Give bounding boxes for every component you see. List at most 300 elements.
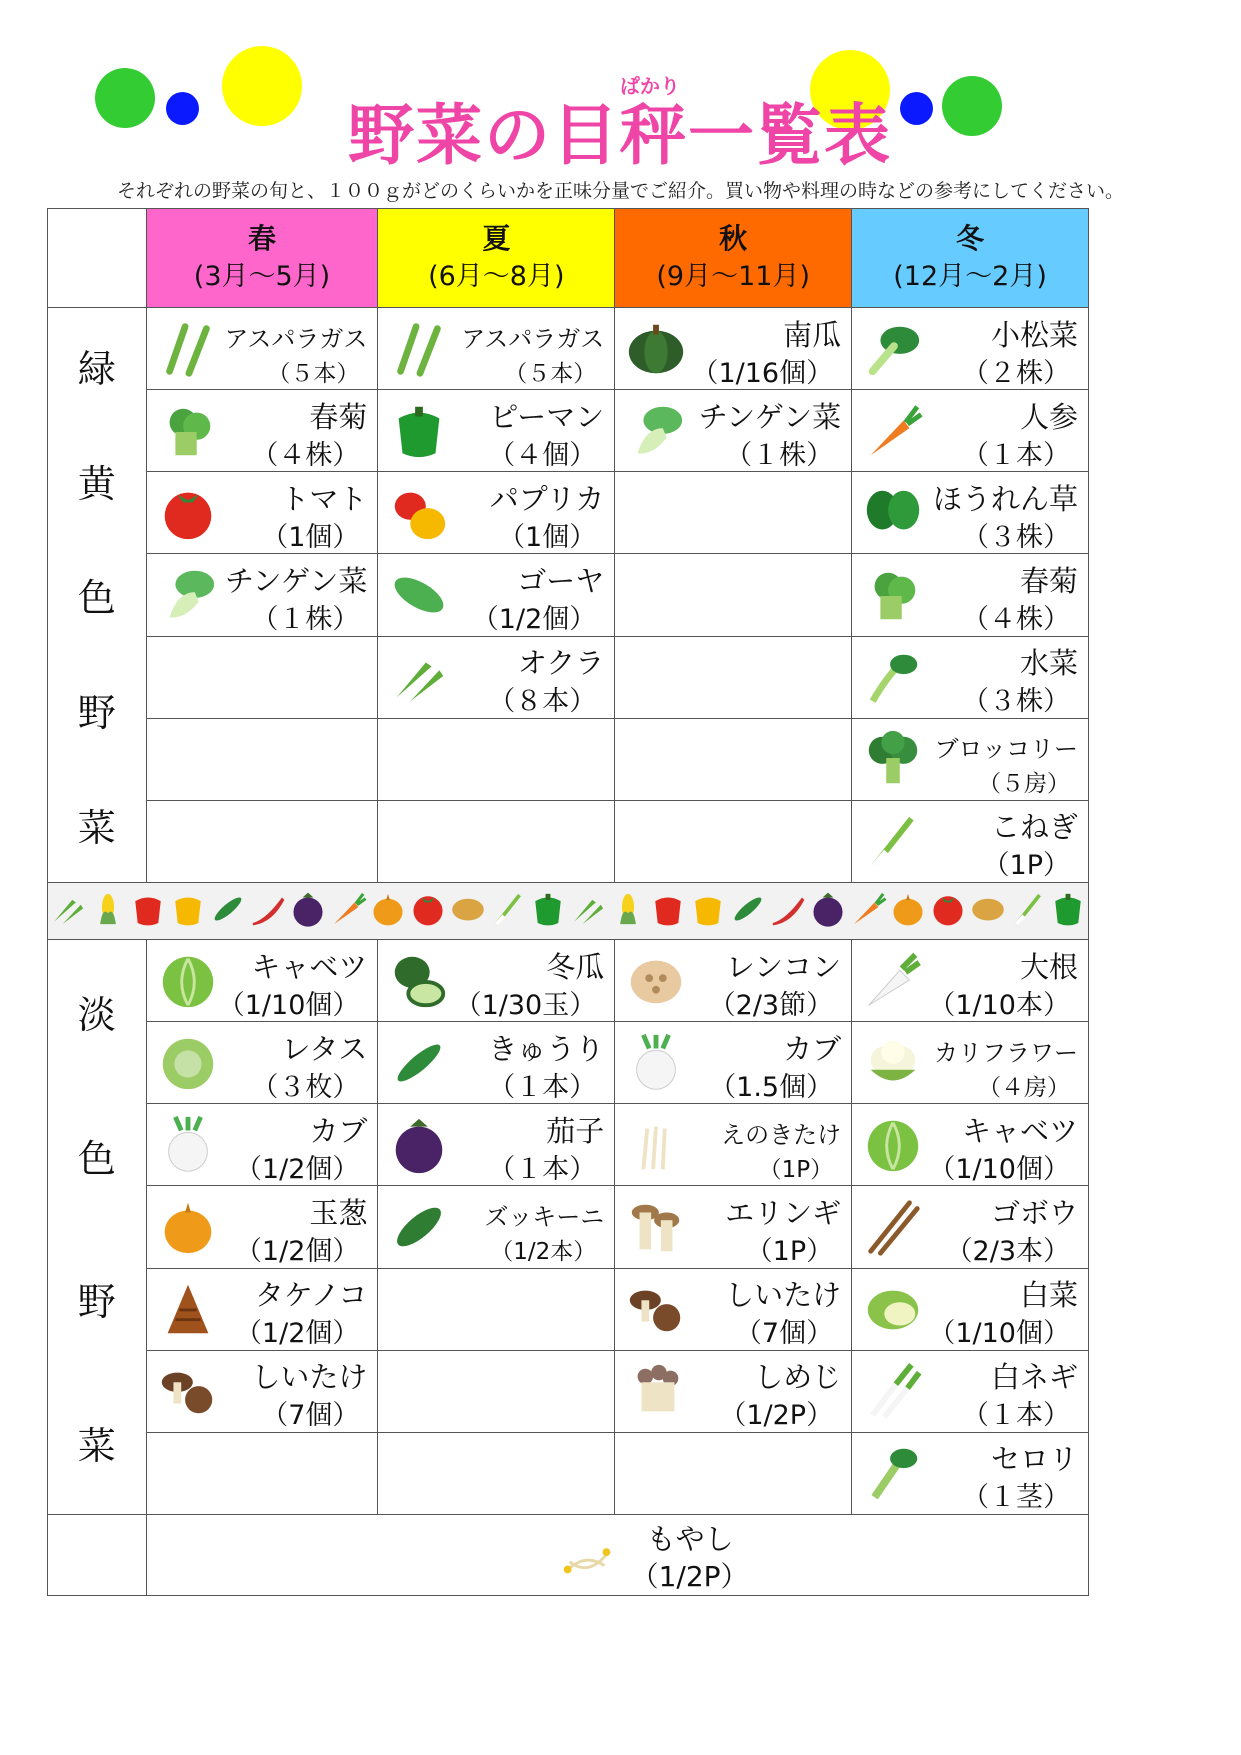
turnip-icon <box>155 1113 221 1177</box>
vegetable-name: ブロッコリー <box>934 735 1078 764</box>
tomato-icon <box>155 481 221 545</box>
vegetable-name: 大根 <box>1019 949 1078 984</box>
goya-icon <box>386 563 452 627</box>
vegetable-amount: （1個） <box>261 521 360 553</box>
vegetable-cell <box>852 472 1089 554</box>
category-char: 野 <box>77 1280 116 1325</box>
category-char: 菜 <box>77 806 116 851</box>
vegetable-cell <box>378 1022 615 1104</box>
bean-sprouts-icon <box>555 1523 621 1591</box>
napa-cabbage-icon <box>860 1277 926 1341</box>
bok-choy-icon <box>155 563 221 627</box>
vegetable-name: トマト <box>280 481 368 516</box>
celery-icon <box>860 1441 926 1505</box>
empty-cell <box>378 800 615 882</box>
onion-icon <box>888 887 928 935</box>
bamboo-shoot-icon <box>155 1277 221 1341</box>
empty-cell <box>146 718 378 800</box>
season-header <box>378 209 615 308</box>
cabbage-icon <box>860 1113 926 1177</box>
vegetable-amount: （４株） <box>251 439 360 471</box>
corn-icon <box>88 887 128 935</box>
vegetable-name: 白菜 <box>1019 1278 1078 1313</box>
vegetable-name: 南瓜 <box>783 317 842 352</box>
bok-choy-icon <box>623 399 689 463</box>
vegetable-strip <box>48 883 1089 940</box>
red-pepper-icon <box>128 887 168 935</box>
vegetable-cell <box>615 1186 852 1268</box>
vegetable-amount: （1.5個） <box>709 1071 834 1103</box>
vegetable-name: ピーマン <box>489 399 605 434</box>
onion-icon <box>888 887 928 931</box>
green-onion-icon <box>860 809 926 873</box>
vegetable-cell-bottom <box>146 1515 1088 1596</box>
eggplant-icon <box>808 887 848 931</box>
vegetable-name: セロリ <box>990 1442 1078 1477</box>
carrot-icon <box>860 399 926 463</box>
lotus-root-icon <box>623 949 689 1013</box>
okra-icon <box>386 645 452 709</box>
vegetable-name: カリフラワー <box>934 1038 1078 1067</box>
vegetable-amount: （３枚） <box>251 1071 360 1103</box>
season-header <box>852 209 1089 308</box>
vegetable-name: えのきたけ <box>721 1120 842 1149</box>
vegetable-name: こねぎ <box>990 810 1078 845</box>
vegetable-cell <box>852 308 1089 390</box>
vegetable-table <box>47 208 1089 1596</box>
vegetable-cell <box>852 636 1089 718</box>
bok-choy-icon <box>155 563 221 627</box>
vegetable-name: パプリカ <box>489 481 605 516</box>
vegetable-name: チンゲン菜 <box>225 563 368 598</box>
winter-melon-icon <box>386 949 452 1013</box>
zucchini-icon <box>386 1195 452 1259</box>
empty-cell <box>615 636 852 718</box>
empty-cell <box>615 1432 852 1514</box>
asparagus-icon <box>155 317 221 381</box>
winter-melon-icon <box>386 949 452 1013</box>
vegetable-cell <box>378 472 615 554</box>
vegetable-name: エリンギ <box>725 1195 842 1230</box>
table-row <box>48 1022 1089 1104</box>
vegetable-amount: （2/3本） <box>945 1235 1070 1267</box>
table-row <box>48 800 1089 882</box>
green-pepper-icon <box>528 887 568 935</box>
empty-cell <box>146 636 378 718</box>
vegetable-name: 人参 <box>1019 399 1078 434</box>
green-onion-icon <box>1008 887 1048 935</box>
corn-icon <box>88 887 128 931</box>
eggplant-icon <box>288 887 328 935</box>
vegetable-name: ゴーヤ <box>517 563 605 598</box>
shiitake-icon <box>155 1359 221 1423</box>
table-row <box>48 940 1089 1022</box>
carrot-icon <box>848 887 888 935</box>
vegetable-cell <box>852 800 1089 882</box>
vegetable-cell <box>852 940 1089 1022</box>
season-header-row <box>48 209 1089 308</box>
blue-dot-right <box>900 92 933 125</box>
shiitake-icon <box>155 1359 221 1423</box>
turnip-icon <box>155 1113 221 1177</box>
vegetable-name: 玉葱 <box>309 1195 368 1230</box>
potato-icon <box>448 887 488 931</box>
vegetable-amount: （５本） <box>504 360 597 387</box>
cucumber-icon <box>728 887 768 931</box>
vegetable-cell <box>852 1268 1089 1350</box>
yellow-pepper-icon <box>688 887 728 935</box>
vegetable-amount: （1P） <box>758 1156 834 1183</box>
table-row <box>48 1350 1089 1432</box>
green-onion-icon <box>488 887 528 931</box>
eggplant-icon <box>288 887 328 931</box>
table-row <box>48 1186 1089 1268</box>
vegetable-cell <box>146 1022 378 1104</box>
vegetable-cell <box>378 390 615 472</box>
empty-cell <box>146 1432 378 1514</box>
vegetable-name: もやし <box>646 1522 734 1556</box>
season-name: 秋 <box>719 222 748 255</box>
empty-cell <box>378 1268 615 1350</box>
vegetable-cell <box>852 1186 1089 1268</box>
yellow-dot-left <box>222 46 302 126</box>
vegetable-name: 白ネギ <box>990 1360 1078 1395</box>
lotus-root-icon <box>623 949 689 1013</box>
vegetable-name: レタス <box>281 1031 368 1066</box>
okra-icon <box>386 645 452 709</box>
vegetable-amount: （１本） <box>488 1071 597 1103</box>
vegetable-name: チンゲン菜 <box>698 399 842 434</box>
vegetable-cell <box>378 1104 615 1186</box>
vegetable-amount: （２株） <box>962 357 1070 389</box>
bean-sprouts-icon <box>555 1523 621 1587</box>
season-months: (12月～2月) <box>893 261 1047 292</box>
bamboo-shoot-icon <box>155 1277 221 1341</box>
chili-icon <box>768 887 808 931</box>
vegetable-amount: （１茎） <box>962 1482 1070 1514</box>
vegetable-name: しいたけ <box>725 1278 842 1313</box>
green-pepper-icon <box>386 399 452 463</box>
vegetable-name: きゅうり <box>488 1031 605 1066</box>
shimeji-icon <box>623 1359 689 1423</box>
carrot-icon <box>860 399 926 463</box>
vegetable-cell <box>146 554 378 636</box>
carrot-icon <box>848 887 888 931</box>
eggplant-icon <box>386 1113 452 1177</box>
vegetable-amount: （４株） <box>962 603 1070 635</box>
onion-icon <box>368 887 408 935</box>
vegetable-amount: （４房） <box>978 1074 1070 1101</box>
red-pepper-icon <box>648 887 688 931</box>
shungiku-icon <box>155 399 221 463</box>
table-row <box>48 472 1089 554</box>
season-name: 夏 <box>482 222 511 255</box>
leek-icon <box>860 1359 926 1423</box>
red-pepper-icon <box>648 887 688 935</box>
red-pepper-icon <box>128 887 168 931</box>
shungiku-icon <box>155 399 221 463</box>
shiitake-icon <box>623 1277 689 1341</box>
vegetable-cell <box>615 940 852 1022</box>
vegetable-name: キャベツ <box>961 1113 1078 1148</box>
tomato-icon <box>155 481 221 545</box>
vegetable-cell <box>852 1022 1089 1104</box>
chili-icon <box>768 887 808 935</box>
cucumber-icon <box>728 887 768 935</box>
eringi-icon <box>623 1195 689 1259</box>
vegetable-cell <box>146 1268 378 1350</box>
cucumber-icon <box>386 1031 452 1095</box>
page-title: 野菜の目秤一覧表 <box>348 97 892 174</box>
vegetable-amount: （1/2P） <box>719 1400 834 1432</box>
tomato-icon <box>928 887 968 931</box>
cauliflower-icon <box>860 1031 926 1095</box>
burdock-icon <box>860 1195 926 1259</box>
asparagus-icon <box>155 317 221 381</box>
cucumber-icon <box>386 1031 452 1095</box>
komatsuna-icon <box>860 317 926 381</box>
green-onion-icon <box>1008 887 1048 931</box>
category-char: 野 <box>77 691 116 736</box>
empty-cell <box>615 554 852 636</box>
vegetable-amount: （1/10個） <box>217 989 360 1021</box>
green-pepper-icon <box>528 887 568 931</box>
vegetable-amount: （１株） <box>251 603 360 635</box>
table-row <box>48 554 1089 636</box>
category-green-yellow <box>48 308 147 883</box>
vegetable-cell <box>146 390 378 472</box>
table-row <box>48 1268 1089 1350</box>
vegetable-cell <box>146 472 378 554</box>
asparagus-icon <box>386 317 452 381</box>
vegetable-amount: （１株） <box>725 439 834 471</box>
vegetable-name: 春菊 <box>1019 563 1078 598</box>
yellow-pepper-icon <box>688 887 728 931</box>
paprika-icon <box>386 481 452 545</box>
shiitake-icon <box>623 1277 689 1341</box>
vegetable-cell <box>852 1432 1089 1514</box>
corn-icon <box>608 887 648 931</box>
vegetable-cell <box>852 390 1089 472</box>
okra-icon <box>568 887 608 935</box>
vegetable-cell <box>378 554 615 636</box>
table-row <box>48 718 1089 800</box>
empty-cell <box>615 472 852 554</box>
cauliflower-icon <box>860 1031 926 1095</box>
green-pepper-icon <box>386 399 452 463</box>
vegetable-name: タケノコ <box>254 1278 368 1313</box>
header-corner <box>48 209 147 308</box>
yellow-pepper-icon <box>168 887 208 935</box>
potato-icon <box>968 887 1008 935</box>
table-row <box>48 1104 1089 1186</box>
vegetable-amount: （1/2個） <box>234 1318 360 1350</box>
pumpkin-icon <box>623 317 689 381</box>
empty-cell <box>378 1350 615 1432</box>
title-ruby: ぱかり <box>620 74 680 98</box>
green-pepper-icon <box>1048 887 1088 931</box>
category-char: 淡 <box>77 993 116 1038</box>
vegetable-name: しめじ <box>754 1360 842 1395</box>
eggplant-icon <box>386 1113 452 1177</box>
vegetable-cell <box>852 554 1089 636</box>
leek-icon <box>860 1359 926 1423</box>
eringi-icon <box>623 1195 689 1259</box>
vegetable-amount: （1P） <box>745 1235 834 1267</box>
tomato-icon <box>928 887 968 935</box>
vegetable-cell <box>615 308 852 390</box>
spinach-icon <box>860 481 926 545</box>
cabbage-icon <box>155 949 221 1013</box>
season-months: (9月～11月) <box>656 261 810 292</box>
vegetable-cell <box>378 308 615 390</box>
turnip-icon <box>623 1031 689 1095</box>
vegetable-name: アスパラガス <box>224 324 368 353</box>
vegetable-name: カブ <box>783 1031 842 1066</box>
vegetable-amount: （５房） <box>978 771 1070 798</box>
vegetable-name: レンコン <box>725 949 842 984</box>
category-light <box>48 940 147 1515</box>
green-dot-left <box>95 68 155 128</box>
vegetable-name: カブ <box>309 1113 368 1148</box>
vegetable-amount: （４個） <box>488 439 597 471</box>
vegetable-amount: （1/16個） <box>691 357 834 389</box>
shimeji-icon <box>623 1359 689 1423</box>
cucumber-icon <box>208 887 248 931</box>
empty-cell <box>615 718 852 800</box>
vegetable-cell <box>852 718 1089 800</box>
vegetable-cell <box>615 1104 852 1186</box>
green-pepper-icon <box>1048 887 1088 935</box>
zucchini-icon <box>386 1195 452 1259</box>
vegetable-cell <box>852 1104 1089 1186</box>
cabbage-icon <box>860 1113 926 1177</box>
season-name: 冬 <box>956 222 985 255</box>
chili-icon <box>248 887 288 931</box>
mizuna-icon <box>860 645 926 709</box>
onion-icon <box>155 1195 221 1259</box>
broccoli-icon <box>860 727 926 791</box>
vegetable-cell <box>378 636 615 718</box>
vegetable-cell <box>146 1350 378 1432</box>
season-months: (3月～5月) <box>193 261 331 292</box>
green-onion-icon <box>488 887 528 935</box>
vegetable-cell <box>615 390 852 472</box>
bottom-spacer <box>48 1515 147 1596</box>
vegetable-amount: （３株） <box>962 521 1070 553</box>
tomato-icon <box>408 887 448 931</box>
table-row-bottom <box>48 1515 1089 1596</box>
vegetable-cell <box>852 1350 1089 1432</box>
table-row <box>48 390 1089 472</box>
vegetable-amount: （1個） <box>498 521 597 553</box>
cabbage-icon <box>155 949 221 1013</box>
category-char: 黄 <box>77 461 116 506</box>
vegetable-strip-row <box>48 883 1089 940</box>
eggplant-icon <box>808 887 848 935</box>
shungiku-icon <box>860 563 926 627</box>
vegetable-amount: （7個） <box>261 1400 360 1432</box>
vegetable-name: アスパラガス <box>461 324 605 353</box>
vegetable-name: ズッキーニ <box>484 1202 605 1231</box>
vegetable-cell <box>615 1268 852 1350</box>
vegetable-name: 水菜 <box>1019 646 1078 681</box>
blue-dot-left <box>166 92 199 125</box>
carrot-icon <box>328 887 368 931</box>
vegetable-amount: （2/3節） <box>708 989 834 1021</box>
komatsuna-icon <box>860 317 926 381</box>
intro-text: それぞれの野菜の旬と、１００ｇがどのくらいかを正味分量でご紹介。買い物や料理の時などの参考にしてください。 <box>116 180 1124 202</box>
category-char: 色 <box>77 576 116 621</box>
goya-icon <box>386 563 452 627</box>
table-row <box>48 636 1089 718</box>
enoki-icon <box>623 1113 689 1177</box>
empty-cell <box>378 1432 615 1514</box>
vegetable-cell <box>378 940 615 1022</box>
okra-icon <box>48 887 88 931</box>
vegetable-amount: （１本） <box>488 1153 597 1185</box>
vegetable-amount: （1/2個） <box>471 603 597 635</box>
spinach-icon <box>860 481 926 545</box>
empty-cell <box>378 718 615 800</box>
vegetable-cell <box>146 1186 378 1268</box>
vegetable-amount: （1/10個） <box>928 1153 1070 1185</box>
vegetable-amount: （1/2P） <box>630 1560 749 1593</box>
vegetable-cell <box>146 308 378 390</box>
mizuna-icon <box>860 645 926 709</box>
potato-icon <box>448 887 488 935</box>
vegetable-cell <box>146 940 378 1022</box>
vegetable-amount: （１本） <box>962 1400 1070 1432</box>
bok-choy-icon <box>623 399 689 463</box>
category-char: 菜 <box>77 1423 116 1468</box>
vegetable-name: ほうれん草 <box>932 481 1078 516</box>
empty-cell <box>615 800 852 882</box>
asparagus-icon <box>386 317 452 381</box>
napa-cabbage-icon <box>860 1277 926 1341</box>
season-name: 春 <box>247 222 276 255</box>
shungiku-icon <box>860 563 926 627</box>
enoki-icon <box>623 1113 689 1177</box>
vegetable-amount: （1/2個） <box>234 1235 360 1267</box>
vegetable-name: キャベツ <box>251 949 368 984</box>
daikon-icon <box>860 949 926 1013</box>
potato-icon <box>968 887 1008 931</box>
vegetable-name: 小松菜 <box>990 317 1078 352</box>
category-char: 色 <box>77 1136 116 1181</box>
season-months: (6月～8月) <box>428 261 565 292</box>
table-row <box>48 308 1089 390</box>
vegetable-amount: （1/2個） <box>234 1153 360 1185</box>
vegetable-name: 春菊 <box>309 399 368 434</box>
onion-icon <box>368 887 408 931</box>
tomato-icon <box>408 887 448 935</box>
vegetable-name: 茄子 <box>546 1113 605 1148</box>
vegetable-cell <box>378 1186 615 1268</box>
vegetable-amount: （８本） <box>488 686 597 718</box>
vegetable-name: 冬瓜 <box>546 949 605 984</box>
vegetable-amount: （1/10本） <box>928 989 1070 1021</box>
green-onion-icon <box>860 809 926 873</box>
daikon-icon <box>860 949 926 1013</box>
vegetable-name: オクラ <box>517 646 605 681</box>
lettuce-icon <box>155 1031 221 1095</box>
okra-icon <box>48 887 88 935</box>
vegetable-amount: （１本） <box>962 439 1070 471</box>
vegetable-cell <box>615 1022 852 1104</box>
yellow-pepper-icon <box>168 887 208 931</box>
season-header <box>615 209 852 308</box>
